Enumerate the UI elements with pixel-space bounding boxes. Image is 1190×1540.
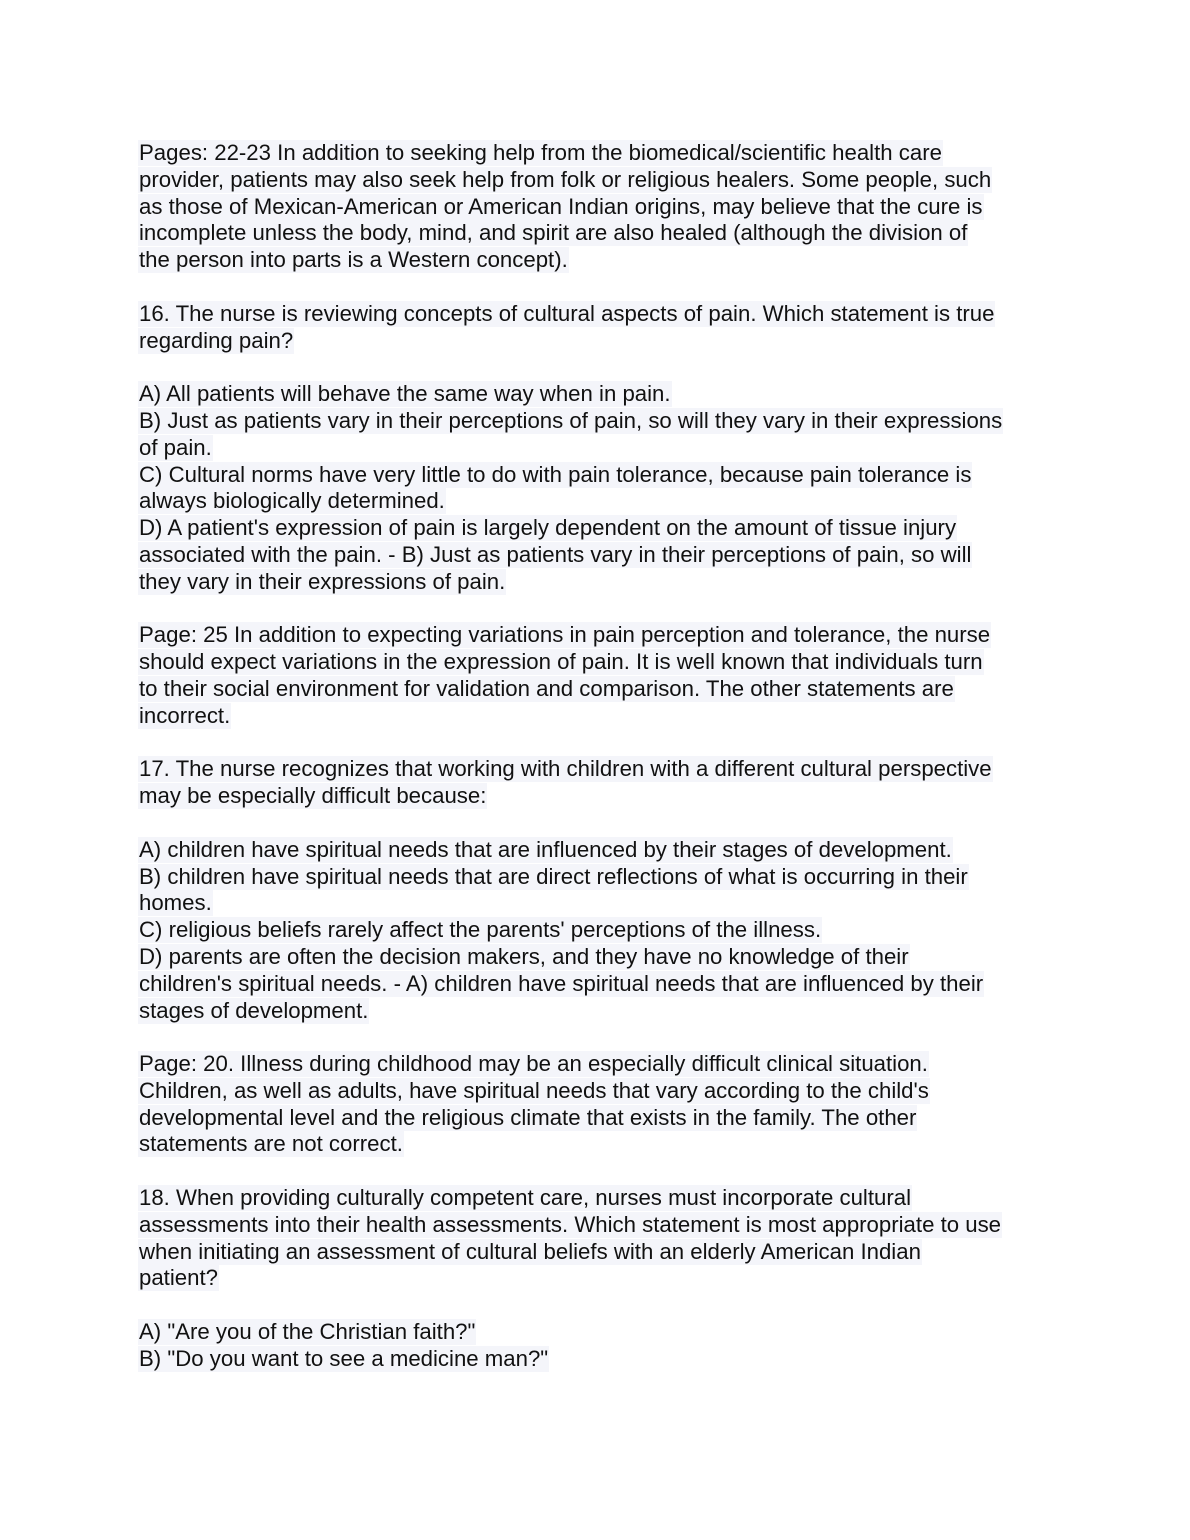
text-line: to their social environment for validation and comparison. The other statements are [139,675,954,701]
question-text-line: regarding pain? [139,327,294,353]
option-c-line: C) Cultural norms have very little to do with pain tolerance, because pain tolerance is [139,461,972,487]
option-a-line: A) "Are you of the Christian faith?" [139,1319,476,1345]
rationale-block-q15 [140,140,1060,274]
question-text-line: when initiating an assessment of cultural beliefs with an elderly American Indian [139,1238,921,1264]
answer-line: associated with the pain. - B) Just as patients vary in their perceptions of pain, so will [139,541,972,567]
question-text-line: 17. The nurse recognizes that working with children with a different cultural perspective [139,756,992,782]
text-line: statements are not correct. [139,1131,403,1157]
options-q17 [140,837,1060,1025]
text-line: as those of Mexican-American or American Indian origins, may believe that the cure is [139,193,983,219]
option-b-line: of pain. [139,434,212,460]
question-text-line: 18. When providing culturally competent care, nurses must incorporate cultural [139,1185,912,1211]
option-b-line: B) "Do you want to see a medicine man?" [139,1345,549,1371]
question-18 [140,1185,1060,1292]
rationale-block-q17 [140,1051,1060,1158]
text-line: developmental level and the religious climate that exists in the family. The other [139,1104,917,1130]
text-line: provider, patients may also seek help from folk or religious healers. Some people, such [139,166,992,192]
text-line: Page: 25 In addition to expecting variations in pain perception and tolerance, the nurse [139,622,991,648]
text-line: Pages: 22-23 In addition to seeking help from the biomedical/scientific health care [139,140,942,165]
options-q16 [140,381,1060,595]
question-text-line: assessments into their health assessments. Which statement is most appropriate to use [139,1211,1002,1237]
question-text-line: may be especially difficult because: [139,783,487,809]
options-q18 [140,1319,1060,1373]
question-text-line: 16. The nurse is reviewing concepts of cultural aspects of pain. Which statement is true [139,300,995,326]
option-c-line: always biologically determined. [139,488,445,514]
option-b-line: B) children have spiritual needs that are direct reflections of what is occurring in their [139,863,968,889]
answer-line: stages of development. [139,997,369,1023]
text-line: the person into parts is a Western concept). [139,247,568,273]
document-page [140,140,1060,1399]
option-d-line: D) parents are often the decision makers, and they have no knowledge of their [139,943,909,969]
option-b-line: B) Just as patients vary in their perceptions of pain, so will they vary in their expressions [139,407,1003,433]
question-text-line: patient? [139,1265,218,1291]
option-d-line: D) A patient's expression of pain is largely dependent on the amount of tissue injury [139,515,957,541]
answer-line: children's spiritual needs. - A) children have spiritual needs that are influenced by their [139,970,984,996]
text-line: Children, as well as adults, have spiritual needs that vary according to the child's [139,1077,929,1103]
text-line: Page: 20. Illness during childhood may be an especially difficult clinical situation. [139,1051,928,1077]
answer-line: they vary in their expressions of pain. [139,568,506,594]
question-16 [140,301,1060,355]
text-line: incomplete unless the body, mind, and spirit are also healed (although the division of [139,220,968,246]
rationale-block-q16 [140,622,1060,729]
option-c-line: C) religious beliefs rarely affect the parents' perceptions of the illness. [139,917,822,943]
option-a-line: A) All patients will behave the same way when in pain. [139,381,671,407]
text-line: incorrect. [139,702,231,728]
option-a-line: A) children have spiritual needs that are influenced by their stages of development. [139,836,952,862]
question-17 [140,756,1060,810]
option-b-line: homes. [139,890,212,916]
text-line: should expect variations in the expression of pain. It is well known that individuals turn [139,649,983,675]
